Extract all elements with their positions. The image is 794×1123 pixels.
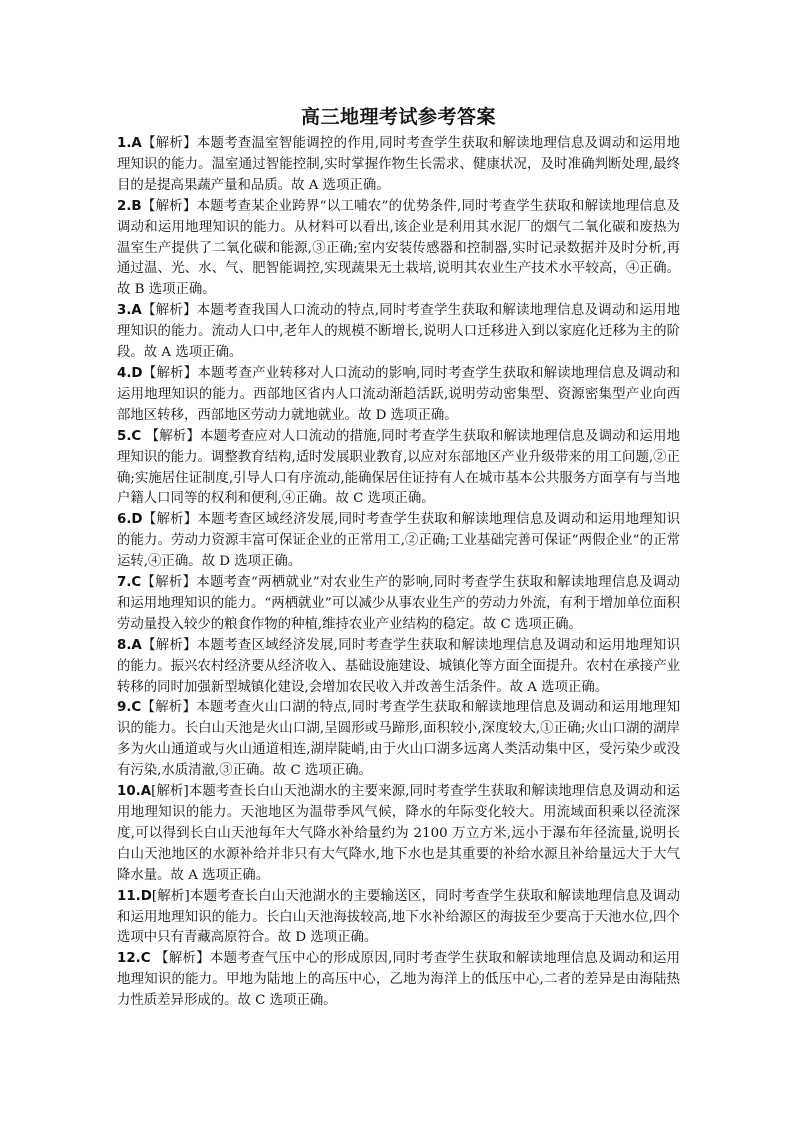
answer-number: 3.A <box>117 303 142 319</box>
answer-explanation: 【解析】本题考查温室智能调控的作用,同时考查学生获取和解读地理信息及调动和运用地理知识的能力。温室通过智能控制,实时掌握作物生长需求、健康状况，及时准确判断处理,最终目的是提高果蔬产量和品质。故 A 选项正确。 <box>117 136 680 193</box>
answer-number: 8.A <box>117 637 142 653</box>
answer-number: 10.A <box>117 784 152 800</box>
answer-explanation: [解析]本题考查长白山天池湖水的主要输送区，同时考查学生获取和解读地理信息及调动和运用地理知识的能力。长白山天池海拔较高,地下水补给源区的海拔至少要高于天池水位,四个选项中只有青藏高原符合。故 D 选项正确。 <box>117 888 680 946</box>
answer-number: 5.C <box>117 428 142 444</box>
answer-document <box>117 104 680 1012</box>
answer-number: 2.B <box>117 198 142 214</box>
answer-number: 4.D <box>117 365 143 381</box>
answer-explanation: 【解析】本题考查某企业跨界“以工哺农”的优势条件,同时考查学生获取和解读地理信息及调动和运用地理知识的能力。从材料可以看出,该企业是利用其水泥厂的烟气二氧化碳和废热为温室生产提供了二氧化碳和能源,③正确;室内安装传感器和控制器,实时记录数据并及时分析,再通过温、光、水、气、肥智能调控,实现蔬果无土栽培,说明其农业生产技术水平较高，④正确。故 B 选项正确。 <box>117 198 680 298</box>
answer-number: 9.C <box>117 700 142 716</box>
answer-item <box>117 197 680 302</box>
answer-number: 7.C <box>117 575 142 591</box>
answer-item <box>117 698 680 782</box>
answer-item <box>117 134 680 197</box>
answer-explanation: 【解析】本题考查应对人口流动的措施,同时考查学生获取和解读地理信息及调动和运用地理知识的能力。调整教育结构,适时发展职业教育,以应对东部地区产业升级带来的用工问题,②正确;实施居住证制度,引导人口有序流动,能确保居住证持有人在城市基本公共服务方面享有与当地户籍人口同等的权利和便利,④正确。故 C 选项正确。 <box>117 428 680 507</box>
answer-number: 6.D <box>117 512 143 528</box>
answer-item <box>117 887 680 950</box>
answer-item <box>117 301 680 364</box>
answer-item <box>117 573 680 636</box>
answer-explanation: 【解析】本题考查“两栖就业”对农业生产的影响,同时考查学生获取和解读地理信息及调动和运用地理知识的能力。“两栖就业”可以减少从事农业生产的劳动力外流，有利于增加单位面积劳动量投入较少的粮食作物的种植,维持农业产业结构的稳定。故 C 选项正确。 <box>117 575 680 632</box>
answer-item <box>117 427 680 511</box>
answer-number: 11.D <box>117 888 152 904</box>
answer-explanation: 【解析】本题考查区域经济发展,同时考查学生获取和解读地理信息及调动和运用地理知识的能力。振兴农村经济要从经济收入、基础设施建设、城镇化等方面全面提升。农村在承接产业转移的同时加强新型城镇化建设,会增加农民收入并改善生活条件。故 A 选项正确。 <box>117 637 680 695</box>
answer-number: 12.C <box>117 951 151 967</box>
document-title: 高三地理考试参考答案 <box>300 106 496 128</box>
answer-item <box>117 510 680 573</box>
answer-item <box>117 782 680 887</box>
answer-item <box>117 364 680 427</box>
answer-explanation: 【解析】本题考查产业转移对人口流动的影响,同时考查学生获取和解读地理信息及调动和运用地理知识的能力。西部地区省内人口流动渐趋活跃,说明劳动密集型、资源密集型产业向西部地区转移，西部地区劳动力就地就业。故 D 选项正确。 <box>117 365 680 423</box>
answer-explanation: 【解析】本题考查火山口湖的特点,同时考查学生获取和解读地理信息及调动和运用地理知识的能力。长白山天池是火山口湖,呈圆形或马蹄形,面积较小,深度较大,①正确;火山口湖的湖岸多为火山通道或与火山通道相连,湖岸陡峭,由于火山口湖多远离人类活动集中区，受污染少或没有污染,水质清澈,③正确。故 C 选项正确。 <box>117 700 680 779</box>
answer-explanation: 【解析】本题考查我国人口流动的特点,同时考查学生获取和解读地理信息及调动和运用地理知识的能力。流动人口中,老年人的规模不断增长,说明人口迁移进入到以家庭化迁移为主的阶段。故 A 选项正确。 <box>117 303 680 361</box>
answer-item <box>117 949 680 1012</box>
answer-explanation: 【解析】本题考查区域经济发展,同时考查学生获取和解读地理信息及调动和运用地理知识的能力。劳动力资源丰富可保证企业的正常用工,②正确;工业基础完善可保证“两假企业”的正常运转,④正确。故 D 选项正确。 <box>117 512 680 570</box>
answer-explanation: 【解析】本题考查气压中心的形成原因,同时考查学生获取和解读地理信息及调动和运用地理知识的能力。甲地为陆地上的高压中心，乙地为海洋上的低压中心,二者的差异是由海陆热力性质差异形成的。故 C 选项正确。 <box>117 951 680 1009</box>
answer-explanation: [解析]本题考查长白山天池湖水的主要来源,同时考查学生获取和解读地理信息及调动和运用地理知识的能力。天池地区为温带季风气候，降水的年际变化较大。用流域面积乘以径流深度,可以得到长白山天池每年大气降水补给量约为 2100 万立方米,远小于瀑布年径流量,说明长白山天池地区的水源补给并非只有大气降水,地下水也是其重要的补给水源且补给量远大于大气降水量。故 A 选项正确。 <box>117 784 680 883</box>
answer-item <box>117 636 680 699</box>
answer-number: 1.A <box>117 136 142 151</box>
